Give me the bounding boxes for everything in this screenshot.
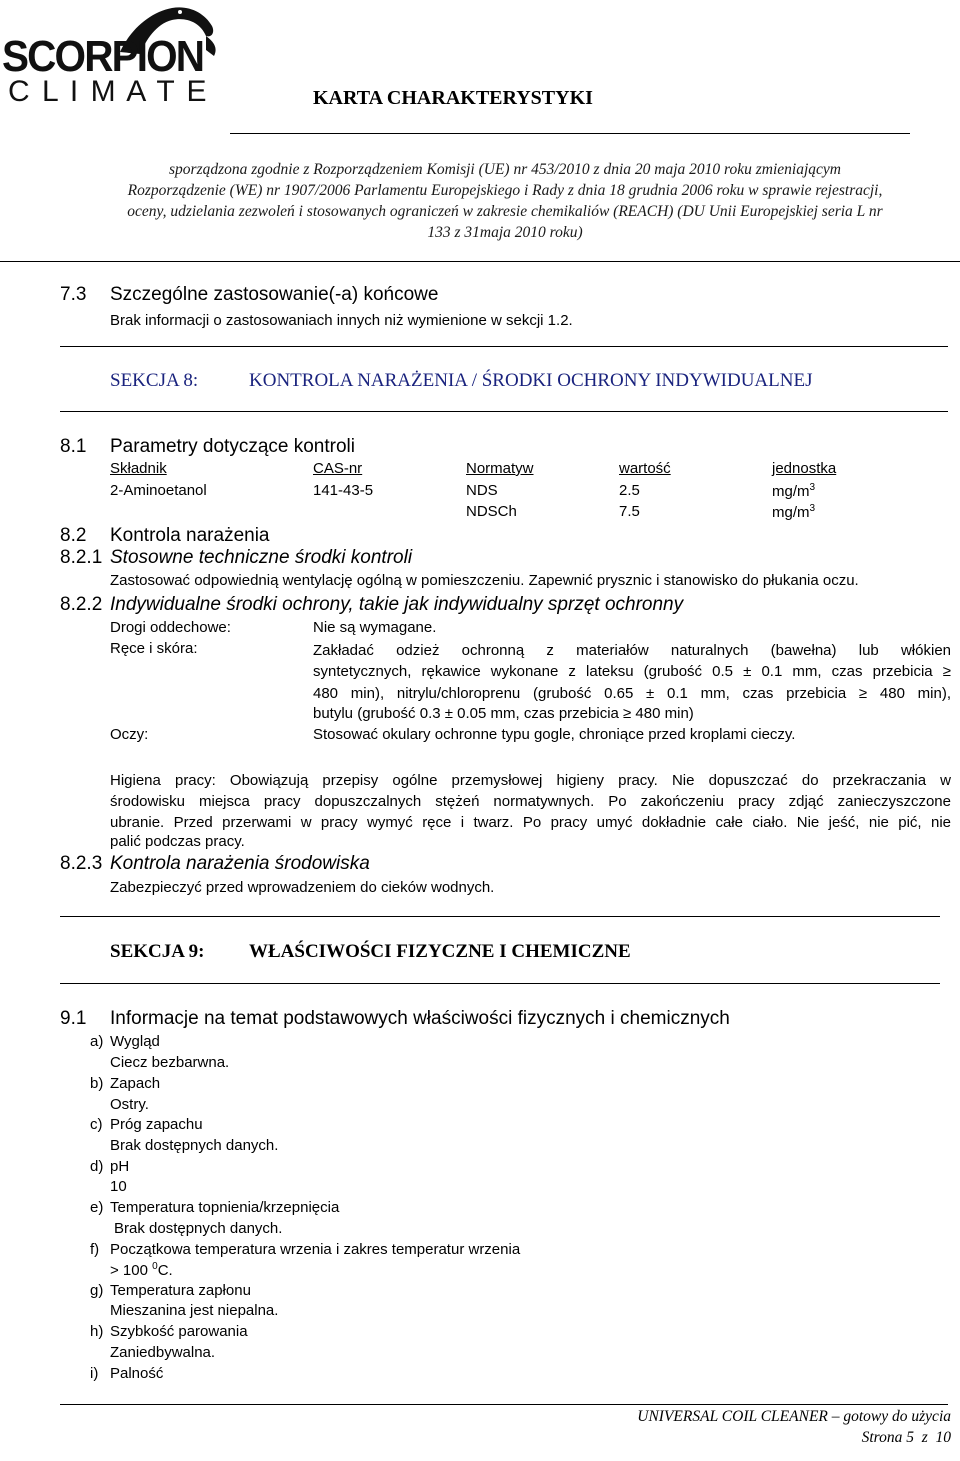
property-key: e) bbox=[90, 1199, 104, 1216]
section-9-1-number: 9.1 bbox=[60, 1008, 87, 1029]
table-header-component: Składnik bbox=[110, 460, 167, 477]
rule-after-sec8 bbox=[60, 411, 948, 412]
table-header-cas: CAS-nr bbox=[313, 460, 363, 477]
regulation-line-2: Rozporządzenie (WE) nr 1907/2006 Parlamentu Europejskiego i Rady z dnia 18 grudnia 2006 roku w sprawie rejestracji, bbox=[127, 182, 883, 199]
table-cell-value: 2.5 bbox=[619, 482, 640, 499]
property-value: Ostry. bbox=[110, 1096, 149, 1113]
property-label: Temperatura topnienia/krzepnięcia bbox=[110, 1199, 340, 1216]
property-value: Brak dostępnych danych. bbox=[114, 1220, 283, 1237]
footer-page-number: Strona 5 z 10 bbox=[861, 1429, 951, 1446]
property-key: i) bbox=[90, 1365, 99, 1382]
table-cell-standard: NDS bbox=[466, 482, 498, 499]
hygiene-line-1: Higiena pracy: Obowiązują przepisy ogólne przemysłowej higieny pracy. Nie dopuszczać do przekraczania w bbox=[110, 772, 951, 789]
property-label: Palność bbox=[110, 1365, 164, 1382]
hygiene-line-3: ubranie. Przed przerwami w pracy wymyć ręce i twarz. Po pracy umyć dokładnie całe ciało. Nie jeść, nie pić, nie bbox=[110, 814, 951, 831]
unit-text: mg/m bbox=[772, 504, 810, 521]
section-8-2-number: 8.2 bbox=[60, 525, 87, 546]
section-8-2-3-number: 8.2.3 bbox=[60, 853, 103, 874]
hygiene-line-4: palić podczas pracy. bbox=[110, 833, 245, 850]
hands-skin-text-line-2: syntetycznych, rękawice wykonane z lateksu (grubość 0.5 ± 0.1 mm, czas przebicia ≥ bbox=[313, 663, 951, 680]
hands-skin-text-line-1: Zakładać odzież ochronną z materiałów naturalnych (bawełna) lub włókien bbox=[313, 642, 951, 659]
hands-skin-label: Ręce i skóra: bbox=[110, 640, 198, 657]
logo-subline: C L I M A T E bbox=[8, 75, 209, 108]
property-key: d) bbox=[90, 1158, 104, 1175]
table-cell-component: 2-Aminoetanol bbox=[110, 482, 207, 499]
table-cell-unit bbox=[772, 503, 815, 521]
unit-text: mg/m bbox=[772, 483, 810, 500]
table-cell-cas: 141-43-5 bbox=[313, 482, 374, 499]
unit-superscript: 3 bbox=[809, 482, 816, 493]
property-label: Zapach bbox=[110, 1075, 161, 1092]
section-8-2-1-text: Zastosować odpowiednią wentylację ogólną w pomieszczeniu. Zapewnić prysznic i stanowisko do płukania oczu. bbox=[110, 572, 859, 589]
section-8-2-3-text: Zabezpieczyć przed wprowadzeniem do cieków wodnych. bbox=[110, 879, 495, 896]
property-key: c) bbox=[90, 1116, 103, 1133]
hands-skin-text-line-4: butylu (grubość 0.3 ± 0.05 mm, czas przebicia ≥ 480 min) bbox=[313, 705, 694, 722]
property-key: f) bbox=[90, 1241, 100, 1258]
section-8-2-1-title: Stosowne techniczne środki kontroli bbox=[110, 547, 413, 568]
logo bbox=[0, 0, 230, 110]
section-8-1-number: 8.1 bbox=[60, 436, 87, 457]
section-7-3-text: Brak informacji o zastosowaniach innych niż wymienione w sekcji 1.2. bbox=[110, 312, 573, 329]
respiratory-text: Nie są wymagane. bbox=[313, 619, 437, 636]
property-key: h) bbox=[90, 1323, 104, 1340]
property-value: 10 bbox=[110, 1178, 127, 1195]
section-8-2-2-title: Indywidualne środki ochrony, takie jak indywidualny sprzęt ochronny bbox=[110, 594, 684, 615]
property-label: Początkowa temperatura wrzenia i zakres temperatur wrzenia bbox=[110, 1241, 521, 1258]
regulation-line-1: sporządzona zgodnie z Rozporządzeniem Komisji (UE) nr 453/2010 z dnia 20 maja 2010 roku zmieniającym bbox=[169, 161, 841, 178]
section-9-label: SEKCJA 9: bbox=[110, 941, 205, 962]
header-rule bbox=[230, 133, 910, 134]
document-title: KARTA CHARAKTERYSTYKI bbox=[313, 87, 593, 109]
property-label: Szybkość parowania bbox=[110, 1323, 248, 1340]
property-key: b) bbox=[90, 1075, 104, 1092]
section-7-3-title: Szczególne zastosowanie(-a) końcowe bbox=[110, 284, 439, 305]
property-key: g) bbox=[90, 1282, 104, 1299]
rule-before-sec8 bbox=[60, 346, 948, 347]
hands-skin-text-line-3: 480 min), nitrylu/chloroprenu (grubość 0.65 ± 0.1 mm, czas przebicia ≥ 480 min), bbox=[313, 685, 951, 702]
property-label: Próg zapachu bbox=[110, 1116, 203, 1133]
section-9-title: WŁAŚCIWOŚCI FIZYCZNE I CHEMICZNE bbox=[249, 941, 631, 962]
property-value: Mieszanina jest niepalna. bbox=[110, 1302, 279, 1319]
eyes-text: Stosować okulary ochronne typu gogle, chroniące przed kroplami cieczy. bbox=[313, 726, 796, 743]
logo-wordmark: SCORPION bbox=[2, 32, 204, 81]
property-label: Wygląd bbox=[110, 1033, 160, 1050]
property-value: Brak dostępnych danych. bbox=[110, 1137, 279, 1154]
table-cell-unit bbox=[772, 482, 815, 500]
section-8-2-2-number: 8.2.2 bbox=[60, 594, 103, 615]
regulation-line-3: oceny, udzielania zezwoleń i stosowanych ograniczeń w zakresie chemikaliów (REACH) (DU Unii Europejskiej seria L nr bbox=[127, 203, 883, 220]
unit-superscript: 3 bbox=[809, 503, 816, 514]
section-8-2-1-number: 8.2.1 bbox=[60, 547, 103, 568]
property-label: Temperatura zapłonu bbox=[110, 1282, 251, 1299]
table-header-value: wartość bbox=[619, 460, 671, 477]
footer-rule bbox=[60, 1404, 948, 1405]
table-header-unit: jednostka bbox=[772, 460, 837, 477]
section-8-2-title: Kontrola narażenia bbox=[110, 525, 270, 546]
eyes-label: Oczy: bbox=[110, 726, 149, 743]
section-8-1-title: Parametry dotyczące kontroli bbox=[110, 436, 355, 457]
property-label: pH bbox=[110, 1158, 130, 1175]
hygiene-line-2: środowisku miejsca pracy dopuszczalnych stężeń normatywnych. Po zakończeniu pracy zdjąć zanieczyszczone bbox=[110, 793, 951, 810]
table-header-standard: Normatyw bbox=[466, 460, 534, 477]
table-cell-value: 7.5 bbox=[619, 503, 640, 520]
header-bottom-rule bbox=[0, 261, 960, 262]
property-key: a) bbox=[90, 1033, 104, 1050]
property-value: > 100 $^0$C. bbox=[110, 1261, 173, 1279]
section-8-2-3-title: Kontrola narażenia środowiska bbox=[110, 853, 370, 874]
degree-superscript: 0 bbox=[152, 1261, 158, 1272]
property-value: Zaniedbywalna. bbox=[110, 1344, 216, 1361]
respiratory-label: Drogi oddechowe: bbox=[110, 619, 231, 636]
section-8-label: SEKCJA 8: bbox=[110, 370, 199, 391]
section-9-1-title: Informacje na temat podstawowych właściwości fizycznych i chemicznych bbox=[110, 1008, 730, 1029]
property-value: Ciecz bezbarwna. bbox=[110, 1054, 230, 1071]
rule-after-sec9 bbox=[60, 983, 940, 984]
table-cell-standard: NDSCh bbox=[466, 503, 517, 520]
rule-before-sec9 bbox=[60, 916, 940, 917]
footer-product: UNIVERSAL COIL CLEANER – gotowy do użycia bbox=[637, 1408, 951, 1425]
section-8-title: KONTROLA NARAŻENIA / ŚRODKI OCHRONY INDYWIDUALNEJ bbox=[249, 370, 813, 391]
section-7-3-number: 7.3 bbox=[60, 284, 87, 305]
regulation-line-4: 133 z 31maja 2010 roku) bbox=[427, 224, 583, 241]
